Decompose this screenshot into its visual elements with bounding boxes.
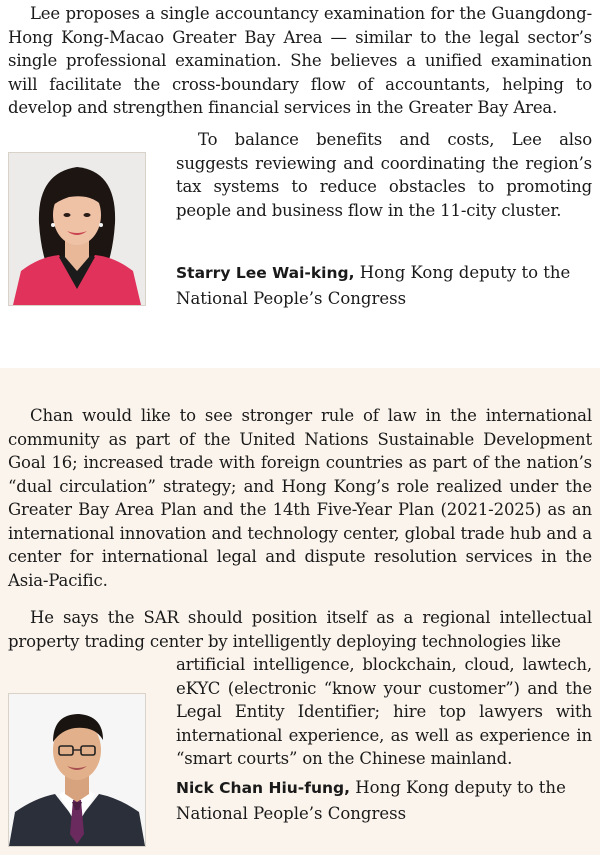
lee-portrait-photo <box>8 152 146 306</box>
chan-paragraph-1: Chan would like to see stronger rule of law in the international community as part of the United Nations Sustainable Development Goal 16; increased trade with foreign countries as part of the nation’s “dual circulation” strategy; and Hong Kong’s role realized under the Greater Bay Area Plan and the 14th Five-Year Plan (2021-2025) as an international innovation and technology center, global trade hub and a center for international legal and dispute resolution services in the Asia-Pacific. <box>8 406 592 590</box>
lee-paragraph-2: To balance benefits and costs, Lee also suggests reviewing and coordinating the region’s tax systems to reduce obstacles to promoting people and business flow in the 11-city cluster. <box>176 130 592 220</box>
lee-byline <box>176 260 592 312</box>
chan-section <box>0 368 600 855</box>
lee-paragraph-1: Lee proposes a single accountancy examination for the Guangdong-Hong Kong-Macao Greater Bay Area — similar to the legal sector’s single professional examination. She believes a unified examination will facilitate the cross-boundary flow of accountants, helping to develop and strengthen financial services in the Greater Bay Area. <box>8 4 592 117</box>
lee-section <box>0 0 600 368</box>
lee-name: Starry Lee Wai-king, <box>176 264 355 282</box>
chan-title: Hong Kong deputy to the National People’s Congress <box>176 778 566 823</box>
chan-name: Nick Chan Hiu-fung, <box>176 779 351 797</box>
chan-paragraph-2-lead: He says the SAR should position itself as a regional intellectual property trading center by intelligently deploying technologies like <box>8 608 592 651</box>
chan-portrait-photo <box>8 693 146 847</box>
chan-paragraph-2-rest: artificial intelligence, blockchain, cloud, lawtech, eKYC (electronic “know your customer”) and the Legal Entity Identifier; hire top lawyers with international experience, as well as experience in “smart courts” on the Chinese mainland. <box>176 655 592 768</box>
lee-portrait-illustration <box>9 153 145 305</box>
chan-portrait-illustration <box>9 694 145 846</box>
chan-byline <box>176 775 592 827</box>
lee-title: Hong Kong deputy to the National People’s Congress <box>176 263 571 308</box>
